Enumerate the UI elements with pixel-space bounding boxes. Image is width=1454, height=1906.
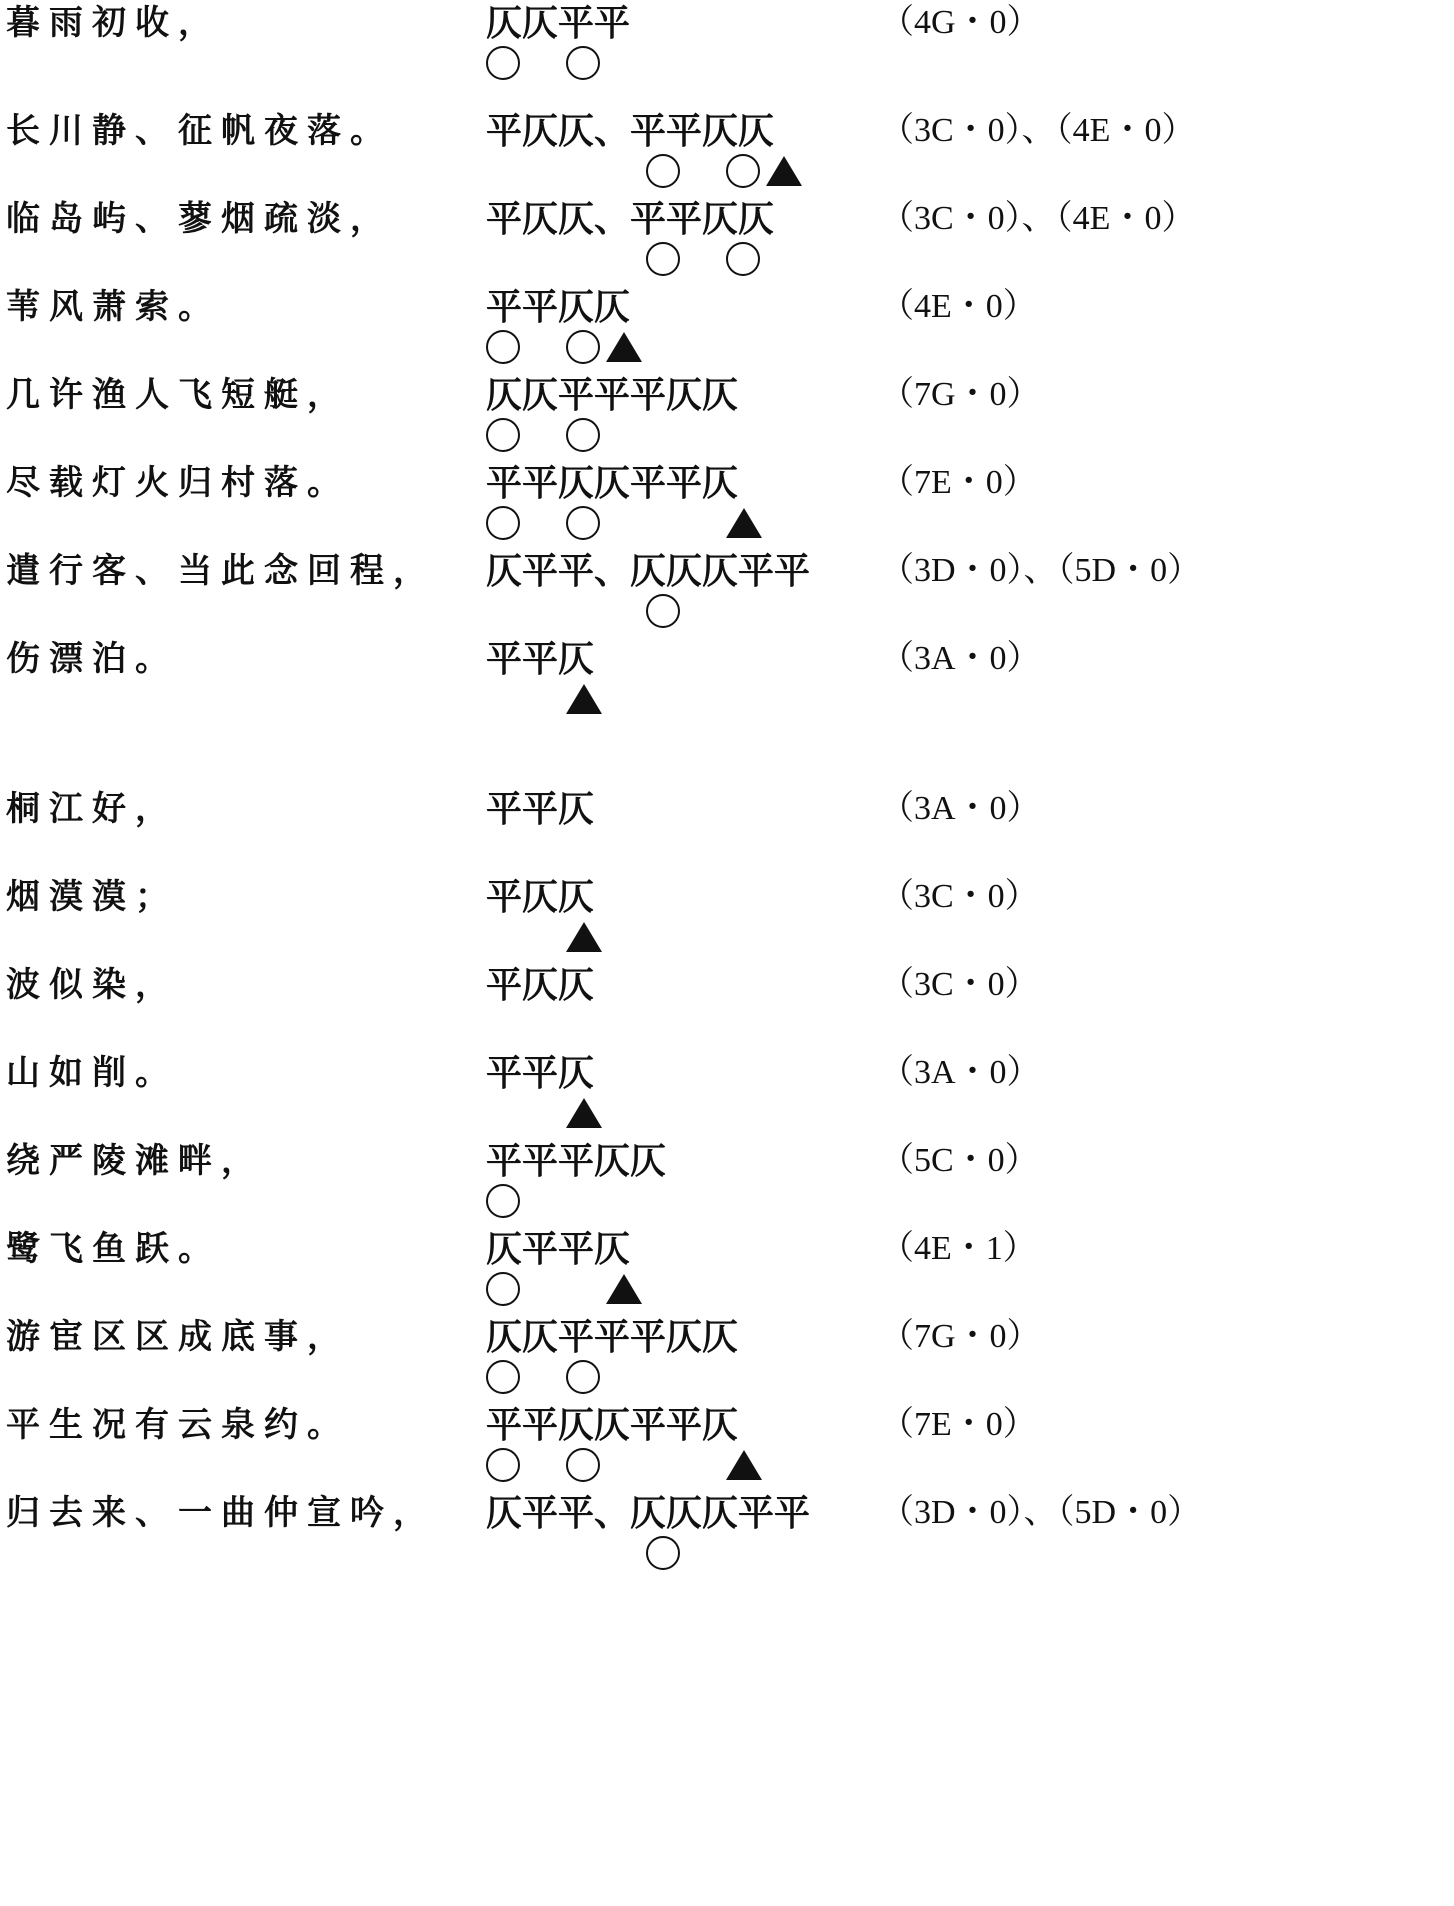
pattern-code: （7G・0） — [880, 376, 1041, 413]
verse-text: 游宦区区成底事， — [6, 1317, 350, 1357]
verse-line — [0, 1402, 1454, 1502]
circle-mark — [566, 506, 600, 540]
triangle-mark — [566, 922, 602, 952]
triangle-mark — [766, 156, 802, 186]
triangle-mark — [606, 332, 642, 362]
tone-pattern: 平平仄 — [486, 638, 595, 680]
verse-text: 尽载灯火归村落。 — [6, 463, 350, 503]
circle-mark — [486, 1272, 520, 1306]
verse-line — [0, 874, 1454, 974]
pattern-code: （3A・0） — [880, 640, 1041, 677]
verse-line — [0, 1138, 1454, 1238]
pattern-code: （3D・0）、（5D・0） — [880, 552, 1202, 589]
triangle-mark — [566, 684, 602, 714]
triangle-mark — [726, 508, 762, 538]
pattern-code: （3C・0）、（4E・0） — [880, 200, 1196, 237]
verse-line — [0, 962, 1454, 1062]
verse-text: 波似染， — [6, 965, 178, 1005]
verse-line — [0, 786, 1454, 886]
pattern-code: （4G・0） — [880, 4, 1041, 41]
pattern-code: （3D・0）、（5D・0） — [880, 1494, 1202, 1531]
pattern-code: （7G・0） — [880, 1318, 1041, 1355]
triangle-mark — [726, 1450, 762, 1480]
circle-mark — [646, 1536, 680, 1570]
circle-mark — [486, 506, 520, 540]
tone-pattern: 平平仄仄平平仄 — [486, 462, 739, 504]
tone-pattern: 平平仄仄 — [486, 286, 631, 328]
verse-line — [0, 1314, 1454, 1414]
tone-pattern: 平平平仄仄 — [486, 1140, 667, 1182]
verse-text: 伤漂泊。 — [6, 639, 178, 679]
pattern-code: （7E・0） — [880, 464, 1037, 501]
pattern-code: （4E・0） — [880, 288, 1037, 325]
circle-mark — [566, 46, 600, 80]
verse-text: 山如削。 — [6, 1053, 178, 1093]
circle-mark — [486, 418, 520, 452]
pattern-code: （3C・0） — [880, 878, 1039, 915]
verse-text: 临岛屿、蓼烟疏淡， — [6, 199, 393, 239]
pattern-code: （3A・0） — [880, 790, 1041, 827]
verse-text: 几许渔人飞短艇， — [6, 375, 350, 415]
verse-line — [0, 548, 1454, 648]
circle-mark — [726, 154, 760, 188]
verse-text: 暮雨初收， — [6, 3, 221, 43]
pattern-code: （5C・0） — [880, 1142, 1039, 1179]
verse-text: 平生况有云泉约。 — [6, 1405, 350, 1445]
triangle-mark — [606, 1274, 642, 1304]
verse-line — [0, 0, 1454, 100]
verse-line — [0, 108, 1454, 208]
pattern-code: （3C・0） — [880, 966, 1039, 1003]
verse-text: 遣行客、当此念回程， — [6, 551, 436, 591]
verse-text: 烟漠漠； — [6, 877, 178, 917]
verse-line — [0, 1226, 1454, 1326]
tone-pattern: 平平仄 — [486, 1052, 595, 1094]
pattern-code: （4E・1） — [880, 1230, 1037, 1267]
circle-mark — [486, 46, 520, 80]
verse-line — [0, 1490, 1454, 1590]
circle-mark — [566, 1448, 600, 1482]
tone-pattern: 仄平平、仄仄仄平平 — [486, 1492, 811, 1534]
tone-pattern: 平仄仄 — [486, 876, 595, 918]
tone-pattern: 仄平平、仄仄仄平平 — [486, 550, 811, 592]
verse-line — [0, 196, 1454, 296]
verse-text: 鹭飞鱼跃。 — [6, 1229, 221, 1269]
circle-mark — [566, 418, 600, 452]
circle-mark — [646, 154, 680, 188]
circle-mark — [646, 594, 680, 628]
circle-mark — [486, 1360, 520, 1394]
tone-pattern: 仄仄平平 — [486, 2, 631, 44]
verse-line — [0, 1050, 1454, 1150]
pattern-code: （3A・0） — [880, 1054, 1041, 1091]
verse-text: 绕严陵滩畔， — [6, 1141, 264, 1181]
tone-pattern: 平平仄 — [486, 788, 595, 830]
tone-pattern: 平仄仄 — [486, 964, 595, 1006]
tone-pattern: 平平仄仄平平仄 — [486, 1404, 739, 1446]
circle-mark — [486, 1448, 520, 1482]
circle-mark — [486, 330, 520, 364]
verse-text: 桐江好， — [6, 789, 178, 829]
tone-pattern: 仄仄平平平仄仄 — [486, 374, 739, 416]
verse-line — [0, 460, 1454, 560]
circle-mark — [646, 242, 680, 276]
circle-mark — [566, 330, 600, 364]
circle-mark — [566, 1360, 600, 1394]
pattern-code: （3C・0）、（4E・0） — [880, 112, 1196, 149]
verse-text: 苇风萧索。 — [6, 287, 221, 327]
circle-mark — [726, 242, 760, 276]
triangle-mark — [566, 1098, 602, 1128]
circle-mark — [486, 1184, 520, 1218]
verse-text: 长川静、征帆夜落。 — [6, 111, 393, 151]
verse-line — [0, 636, 1454, 736]
verse-line — [0, 284, 1454, 384]
tone-pattern: 仄仄平平平仄仄 — [486, 1316, 739, 1358]
tone-pattern: 仄平平仄 — [486, 1228, 631, 1270]
tone-pattern: 平仄仄、平平仄仄 — [486, 110, 775, 152]
verse-line — [0, 372, 1454, 472]
verse-text: 归去来、一曲仲宣吟， — [6, 1493, 436, 1533]
tone-pattern: 平仄仄、平平仄仄 — [486, 198, 775, 240]
pattern-code: （7E・0） — [880, 1406, 1037, 1443]
